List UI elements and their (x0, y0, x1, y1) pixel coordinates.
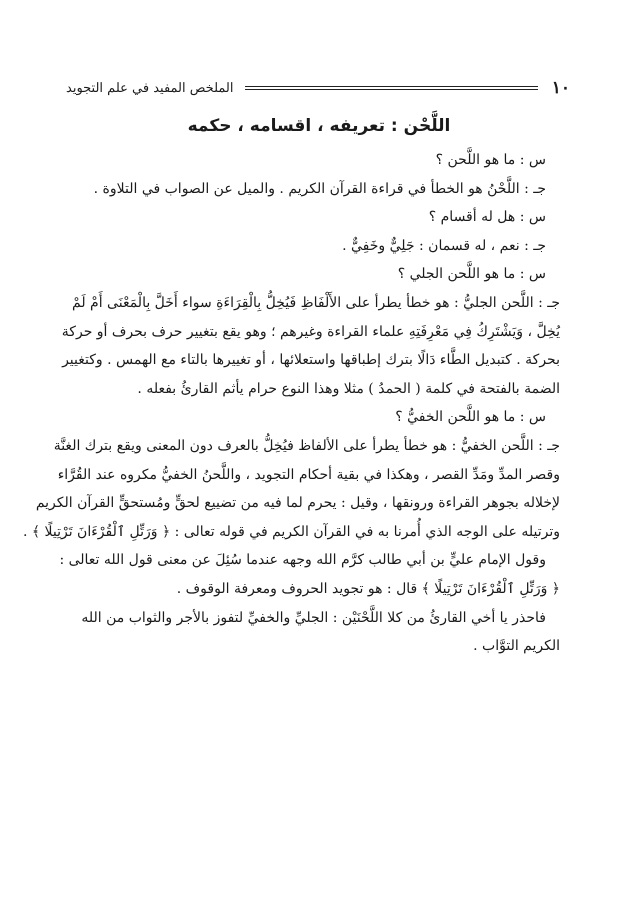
answer-line: جـ : نعم ، له قسمان : جَلِيٌّ وخَفِيٌّ . (342, 237, 546, 254)
answer-line: وترتيله على الوجه الذي أُمرنا به في القرآن الكريم في قوله تعالى : ﴿ وَرَتِّلِ ٱلْقُرْءَانَ تَرْتِيلًا ﴾ . (22, 523, 560, 540)
page-header (66, 76, 570, 100)
answer-line: يُخِلَّ ، وَيَشْتَرِكُ فِي مَعْرِفَتِهِ علماء القراءة وغيرهم ؛ وهو يقع بتغيير حرف بحرف أو حركة (61, 323, 560, 340)
body-text (22, 146, 560, 661)
answer-line: بحركة . كتبديل الطَّاء دَالًا بترك إطباقها واستعلائها ، أو تغييرها بالتاء مع الهمس . وكتغيير (62, 352, 560, 369)
answer-line: وقصر المدِّ ومَدِّ القصر ، وهكذا في بقية أحكام التجويد ، واللَّحنُ الخفيُّ مكروه عند القُرَّاء (57, 466, 560, 483)
question-line: س : ما هو اللَّحن الخفيُّ ؟ (395, 409, 546, 426)
answer-line: جـ : اللَّحن الجليُّ : هو خطأ يطرأ على الأَلْفَاظِ فَيُخِلُّ بِالْقِرَاءَةِ سواء أَخَلَّ بِالْمَعْنَى أَمْ لَمْ (72, 294, 560, 311)
paragraph-line: الكريم التوَّاب . (473, 638, 560, 655)
question-line: س : ما هو اللَّحن الجلي ؟ (397, 266, 546, 283)
paragraph-line: فاحذر يا أخي القارئُ من كلا اللَّحْنَيْن : الجليِّ والخفيِّ لتفوز بالأجر والثواب من الله (81, 609, 546, 626)
question-line: س : هل له أقسام ؟ (428, 209, 546, 226)
paragraph-line: ﴿ وَرَتِّلِ ٱلْقُرْءَانَ تَرْتِيلًا ﴾ قال : هو تجويد الحروف ومعرفة الوقوف . (176, 580, 560, 597)
header-rule (245, 86, 537, 90)
paragraph-line: وقول الإمام عليٍّ بن أبي طالب كرَّم الله وجهه عندما سُئِلَ عن معنى قول الله تعالى : (59, 552, 546, 569)
question-line: س : ما هو اللَّحن ؟ (435, 152, 546, 168)
running-book-title: الملخص المفيد في علم التجويد (66, 80, 234, 96)
section-title: اللَّحْن : تعريفه ، اقسامه ، حكمه (187, 116, 451, 136)
answer-line: لإخلاله بجوهر القراءة ورونقها ، وقيل : يحرم لما فيه من تضييع لحقٍّ ومُستحقٍّ القرآن الكريم (35, 495, 560, 512)
answer-line: جـ : اللَّحْنُ هو الخطأ في قراءة القرآن الكريم . والميل عن الصواب في التلاوة . (93, 180, 546, 197)
answer-line: جـ : اللَّحن الخفيُّ : هو خطأ يطرأ على الألفاظ فيُخِلُّ بالعرف دون المعنى ويقع بترك الغنَّة (53, 437, 560, 454)
page-number: ١٠ (551, 78, 570, 98)
answer-line: الضمة بالفتحة في كلمة ( الحمدُ ) مثلا وهذا النوع حرام يأثم القارئُ بفعله . (137, 380, 560, 397)
